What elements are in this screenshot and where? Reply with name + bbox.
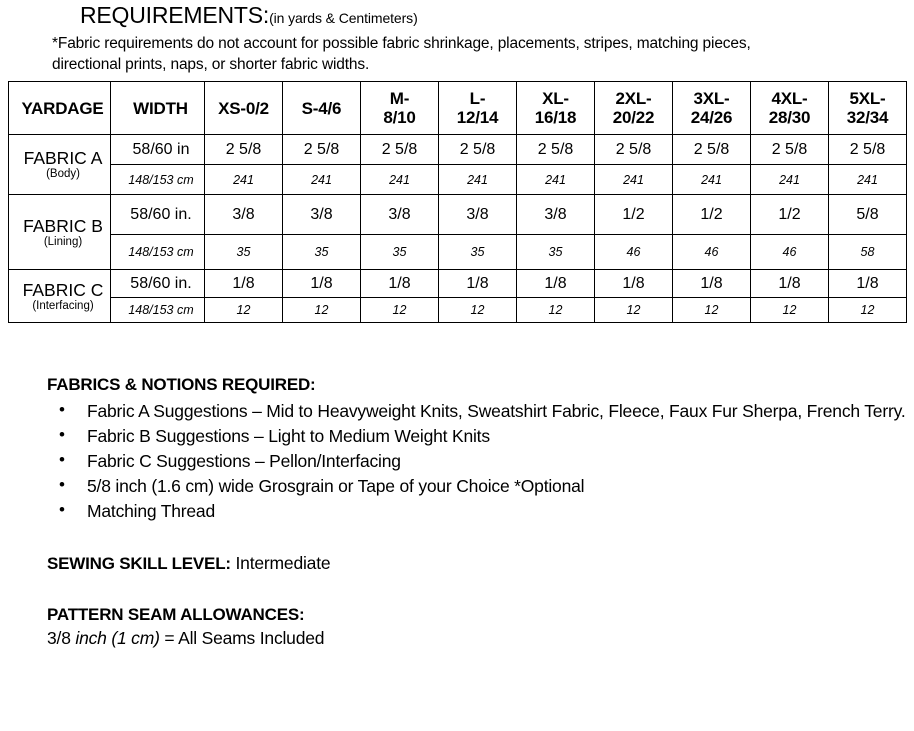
seam-allowance-heading: PATTERN SEAM ALLOWANCES:	[47, 605, 305, 625]
fabric-b-in-3xl: 1/2	[673, 195, 751, 235]
fabric-a-cm-3xl: 241	[673, 165, 751, 195]
fabric-c-in-xl: 1/8	[517, 270, 595, 298]
fabric-a-in-l: 2 5/8	[439, 135, 517, 165]
fabric-b-cm-s: 35	[283, 235, 361, 270]
fabric-b-cm-xs: 35	[205, 235, 283, 270]
list-item: • Fabric A Suggestions – Mid to Heavyweight Knits, Sweatshirt Fabric, Fleece, Faux Fur Sherpa, French Terry.	[51, 399, 914, 424]
fabric-b-in-5xl: 5/8	[829, 195, 907, 235]
fabric-c-width-in: 58/60 in.	[111, 270, 205, 298]
fabric-note-line-1: *Fabric requirements do not account for possible fabric shrinkage, placements, stripes, matching pieces,	[52, 35, 751, 52]
fabric-c-cm-l: 12	[439, 298, 517, 323]
fabric-a-cm-m: 241	[361, 165, 439, 195]
skill-level-label: SEWING SKILL LEVEL:	[47, 554, 231, 574]
sewing-skill-level	[47, 553, 914, 574]
table-row	[9, 195, 907, 235]
fabric-c-in-l: 1/8	[439, 270, 517, 298]
yardage-table	[8, 81, 907, 323]
fabric-a-label-cell	[9, 135, 111, 195]
seam-value-fraction: 3/8	[47, 628, 76, 649]
seam-allowance-value	[47, 628, 914, 649]
table-row	[9, 135, 907, 165]
fabric-b-cm-l: 35	[439, 235, 517, 270]
fabric-a-in-2xl: 2 5/8	[595, 135, 673, 165]
header-width: WIDTH	[111, 82, 205, 135]
fabric-b-cm-4xl: 46	[751, 235, 829, 270]
fabric-b-width-cm: 148/153 cm	[111, 235, 205, 270]
fabric-a-in-m: 2 5/8	[361, 135, 439, 165]
fabric-c-in-s: 1/8	[283, 270, 361, 298]
fabric-c-name: FABRIC C	[22, 279, 104, 300]
fabric-c-label-cell	[9, 270, 111, 323]
fabric-a-in-xs: 2 5/8	[205, 135, 283, 165]
fabric-a-in-4xl: 2 5/8	[751, 135, 829, 165]
table-header-row	[9, 82, 907, 135]
fabric-c-in-5xl: 1/8	[829, 270, 907, 298]
table-row	[9, 165, 907, 195]
pattern-seam-allowances	[47, 605, 914, 649]
fabric-c-note: (Interfacing)	[32, 299, 94, 312]
header-yardage: YARDAGE	[9, 82, 111, 135]
fabric-c-in-xs: 1/8	[205, 270, 283, 298]
fabric-c-cm-5xl: 12	[829, 298, 907, 323]
list-item: • Matching Thread	[51, 499, 914, 524]
header-size-l: L- 12/14	[439, 82, 517, 135]
fabric-a-in-xl: 2 5/8	[517, 135, 595, 165]
list-item: • 5/8 inch (1.6 cm) wide Grosgrain or Tape of your Choice *Optional	[51, 474, 914, 499]
fabric-a-in-3xl: 2 5/8	[673, 135, 751, 165]
header-size-4xl: 4XL- 28/30	[751, 82, 829, 135]
header-size-xl: XL- 16/18	[517, 82, 595, 135]
fabric-b-in-s: 3/8	[283, 195, 361, 235]
header-size-5xl: 5XL- 32/34	[829, 82, 907, 135]
fabric-b-label-cell	[9, 195, 111, 270]
fabric-a-name: FABRIC A	[23, 148, 103, 168]
header-size-m: M- 8/10	[361, 82, 439, 135]
fabric-a-cm-xs: 241	[205, 165, 283, 195]
fabric-a-cm-xl: 241	[517, 165, 595, 195]
fabric-b-in-xs: 3/8	[205, 195, 283, 235]
header-size-3xl: 3XL- 24/26	[673, 82, 751, 135]
fabric-a-cm-5xl: 241	[829, 165, 907, 195]
fabric-b-in-4xl: 1/2	[751, 195, 829, 235]
fabric-b-cm-m: 35	[361, 235, 439, 270]
fabric-c-in-m: 1/8	[361, 270, 439, 298]
fabric-a-in-5xl: 2 5/8	[829, 135, 907, 165]
fabric-a-cm-s: 241	[283, 165, 361, 195]
notions-heading: FABRICS & NOTIONS REQUIRED:	[47, 375, 316, 395]
fabric-c-cm-4xl: 12	[751, 298, 829, 323]
lower-content	[0, 375, 914, 649]
fabric-b-cm-xl: 35	[517, 235, 595, 270]
notions-list	[47, 399, 914, 523]
fabric-b-in-m: 3/8	[361, 195, 439, 235]
fabric-a-width-cm: 148/153 cm	[111, 165, 205, 195]
fabric-c-cm-3xl: 12	[673, 298, 751, 323]
page-title: REQUIREMENTS:	[80, 2, 270, 28]
fabric-a-cm-2xl: 241	[595, 165, 673, 195]
page-title-suffix: (in yards & Centimeters)	[269, 10, 418, 26]
seam-value-unit: inch (1 cm)	[75, 628, 160, 649]
fabric-c-cm-m: 12	[361, 298, 439, 323]
fabric-b-name: FABRIC B	[23, 215, 103, 236]
yardage-table-container	[0, 81, 914, 323]
table-row	[9, 270, 907, 298]
fabric-b-cm-3xl: 46	[673, 235, 751, 270]
fabric-c-in-3xl: 1/8	[673, 270, 751, 298]
fabric-b-in-xl: 3/8	[517, 195, 595, 235]
header-size-2xl: 2XL- 20/22	[595, 82, 673, 135]
fabric-b-in-l: 3/8	[439, 195, 517, 235]
fabric-b-cm-5xl: 58	[829, 235, 907, 270]
fabric-c-in-2xl: 1/8	[595, 270, 673, 298]
fabric-note-line-2: directional prints, naps, or shorter fabric widths.	[52, 55, 370, 73]
fabric-b-cm-2xl: 46	[595, 235, 673, 270]
list-item: • Fabric B Suggestions – Light to Medium Weight Knits	[51, 424, 914, 449]
requirements-title-line	[0, 4, 914, 27]
fabric-b-in-2xl: 1/2	[595, 195, 673, 235]
fabric-c-width-cm: 148/153 cm	[111, 298, 205, 323]
seam-value-tail: = All Seams Included	[159, 628, 325, 649]
fabric-c-cm-xs: 12	[205, 298, 283, 323]
fabric-a-note: (Body)	[46, 168, 80, 181]
fabric-c-cm-2xl: 12	[595, 298, 673, 323]
fabric-b-width-in: 58/60 in.	[111, 195, 205, 235]
table-row	[9, 235, 907, 270]
header-size-xs: XS-0/2	[205, 82, 283, 135]
fabric-a-in-s: 2 5/8	[283, 135, 361, 165]
list-item: • Fabric C Suggestions – Pellon/Interfacing	[51, 449, 914, 474]
fabric-c-in-4xl: 1/8	[751, 270, 829, 298]
header-size-s: S-4/6	[283, 82, 361, 135]
fabric-a-cm-4xl: 241	[751, 165, 829, 195]
table-row	[9, 298, 907, 323]
skill-level-value: Intermediate	[235, 553, 331, 574]
requirements-header	[0, 0, 914, 75]
fabric-b-note: (Lining)	[43, 235, 83, 248]
fabric-c-cm-s: 12	[283, 298, 361, 323]
fabric-a-cm-l: 241	[439, 165, 517, 195]
fabric-c-cm-xl: 12	[517, 298, 595, 323]
fabric-a-width-in: 58/60 in	[111, 135, 205, 165]
